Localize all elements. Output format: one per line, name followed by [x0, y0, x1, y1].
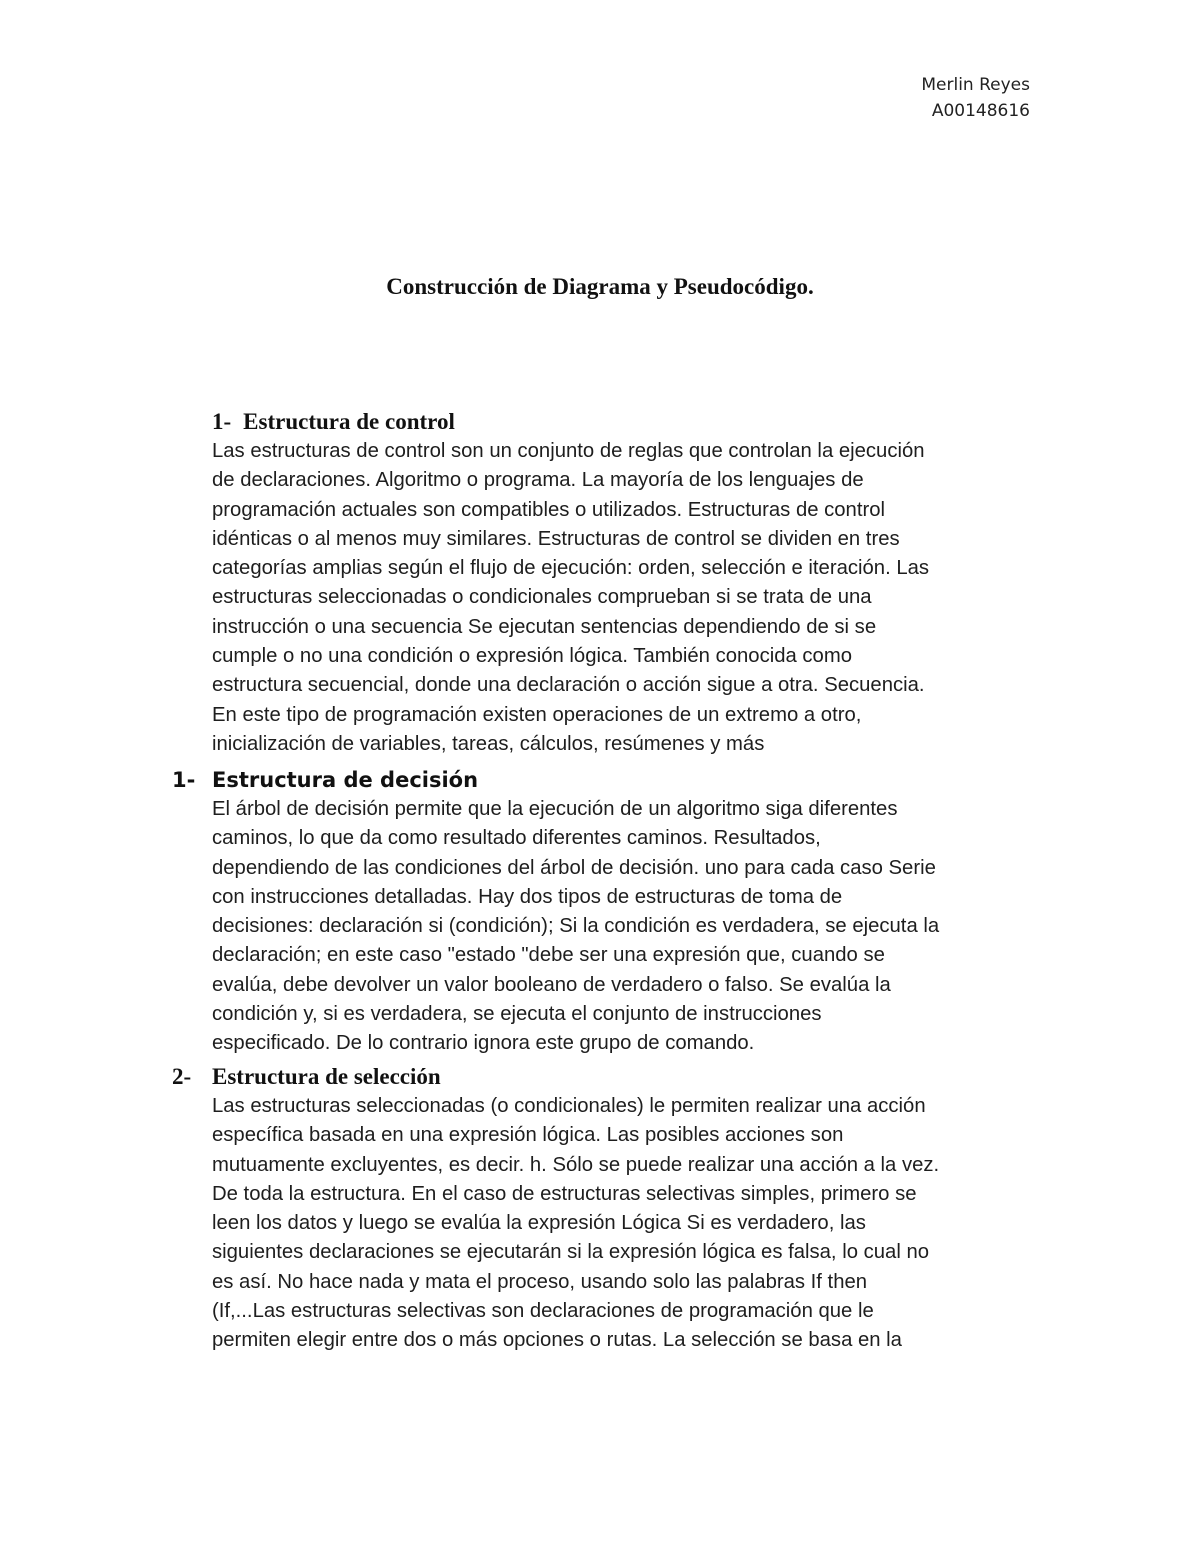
section-heading [172, 407, 1072, 437]
section-body: Las estructuras de control son un conjunto de reglas que controlan la ejecución de declaraciones. Algoritmo o programa. La mayoría de los lenguajes de programación actuales son compatibles o utilizados. Estructuras de control idénticas o al menos muy similares. Estructuras de control se dividen en tres categorías amplias según el flujo de ejecución: orden, selección e iteración. Las estructuras seleccionadas o condicionales comprueban si se trata de una instrucción o una secuencia Se ejecutan sentencias dependiendo de si se cumple o no una condición o expresión lógica. También conocida como estructura secuencial, donde una declaración o acción sigue a otra. Secuencia. En este tipo de programación existen operaciones de un extremo a otro, inicialización de variables, tareas, cálculos, resúmenes y más [212, 440, 930, 755]
section-body: Las estructuras seleccionadas (o condicionales) le permiten realizar una acción específica basada en una expresión lógica. Las posibles acciones son mutuamente excluyentes, es decir. h. Sólo se puede realizar una acción a la vez. De toda la estructura. En el caso de estructuras selectivas simples, primero se leen los datos y luego se evalúa la expresión Lógica Si es verdadero, las siguientes declaraciones se ejecutarán si la expresión lógica es falsa, lo cual no es así. No hace nada y mata el proceso, usando solo las palabras If then (If,...Las estructuras selectivas son declaraciones de programación que le permiten elegir entre dos o más opciones o rutas. La selección se basa en la [212, 1095, 940, 1352]
section-estructura-de-control [172, 407, 1072, 759]
section-heading [172, 765, 1072, 795]
section-number: 1- [212, 409, 232, 434]
author-name: Merlin Reyes [921, 75, 1030, 95]
document-title: Construcción de Diagrama y Pseudocódigo. [386, 274, 814, 299]
section-heading-text: Estructura de decisión [212, 768, 479, 792]
section-estructura-de-decision [172, 765, 1072, 1059]
section-body: El árbol de decisión permite que la ejecución de un algoritmo siga diferentes caminos, lo que da como resultado diferentes caminos. Resultados, dependiendo de las condiciones del árbol de decisión. uno para cada caso Serie con instrucciones detalladas. Hay dos tipos de estructuras de toma de decisiones: declaración si (condición); Si la condición es verdadera, se ejecuta la declaración; en este caso "estado "debe ser una expresión que, cuando se evalúa, debe devolver un valor booleano de verdadero o falso. Se evalúa la condición y, si es verdadera, se ejecuta el conjunto de instrucciones especificado. De lo contrario ignora este grupo de comando. [212, 798, 940, 1055]
section-heading-text: Estructura de control [243, 409, 455, 434]
section-heading-text: Estructura de selección [212, 1064, 441, 1089]
section-number: 2- [172, 1064, 192, 1089]
section-heading [172, 1062, 1072, 1092]
header-block [921, 72, 1030, 124]
student-id: A00148616 [931, 101, 1030, 121]
section-estructura-de-seleccion [172, 1062, 1072, 1356]
section-number: 1- [172, 768, 196, 792]
